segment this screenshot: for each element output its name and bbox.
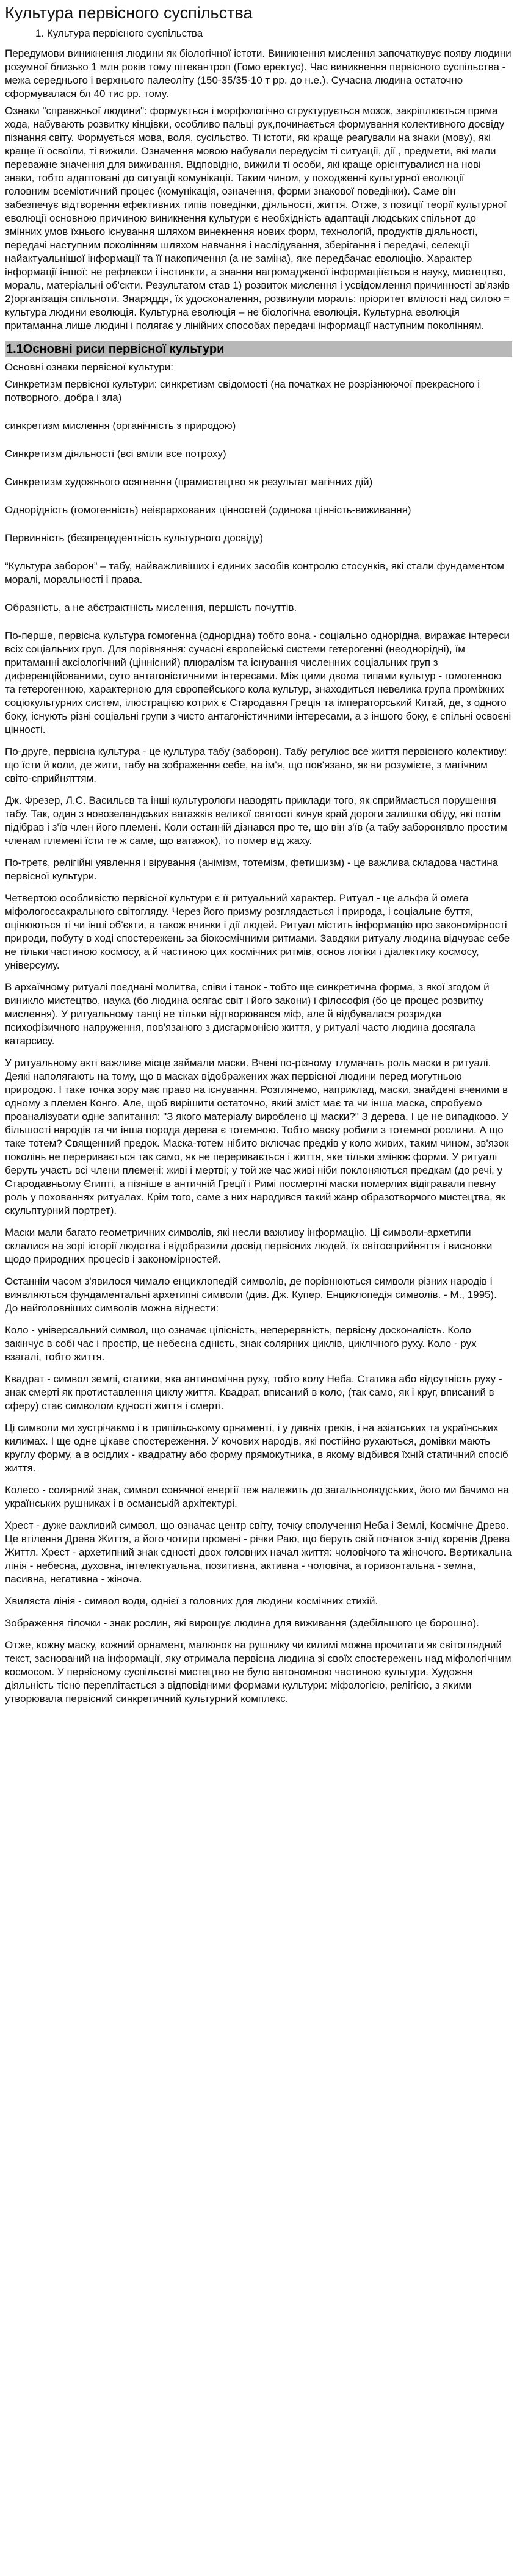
table-of-contents <box>5 26 512 41</box>
list-item: Первинність (безпрецедентність культурного досвіду) <box>5 532 264 544</box>
body-paragraph: По-третє, релігійні уявлення і вірування (анімізм, тотемізм, фетишизм) - це важлива складова частина первісної культури. <box>5 857 499 882</box>
body-section <box>5 629 512 1706</box>
list-item: Синкретизм діяльності (всі вміли все потроху) <box>5 448 226 460</box>
list-item: Образність, а не абстрактність мислення, першість почуттів. <box>5 602 297 613</box>
body-paragraph: По-друге, первісна культура - це культура табу (заборон). Табу регулює все життя первісного колективу: що їсти й коли, де жити, табу на зображення себе, на ім'я, що пов'язано, як ви розумієте, з магічним світо-сприйняттям. <box>5 746 507 784</box>
list-item: “Культура заборон” – табу, найважливіших і єдиних засобів контролю стосунків, які стали фундаментом моралі, моральності і права. <box>5 560 504 585</box>
document-title: Культура первісного суспільства <box>5 4 253 22</box>
document-page <box>0 4 517 1706</box>
section-subtitle: Основні ознаки первісної культури: <box>5 361 173 373</box>
body-paragraph: Ці символи ми зустрічаємо і в трипільському орнаменті, і у давніх греків, і на азіатських та українських килимах. І ще одне цікаве спостереження. У кочових народів, які постійно рухаються, домівки мають круглу форму, а в осідлих - квадратну або форму прямокутника, в якому відбився їхній статичний спосіб життя. <box>5 1422 508 1474</box>
body-paragraph: Дж. Фрезер, Л.С. Васильєв та інші культурологи наводять приклади того, як сприймається порушення табу. Так, один з новозеландських ватажків великої святості кинув край дороги залишки обіду, які потім підібрав і з'їв член його племені. Коли останній дізнався про те, що він з'їв (а табу заборонявло простим членам племені їсти те ж саме, що ватажок), то помер від жаху. <box>5 795 507 846</box>
body-paragraph: Квадрат - символ землі, статики, яка антиномічна руху, тобто колу Неба. Статика або відсутність руху - знак смерті як протиставлення циклу життя. Квадрат, вписаний в коло, (так само, як і круг, вписаний в сферу) стає символом єдності життя і смерті. <box>5 1373 502 1412</box>
list-item: Однорідність (гомогенність) неієрархованих цінностей (одинока цінність-виживання) <box>5 504 411 516</box>
intro-paragraph: Ознаки "справжньої людини": формується і морфологічно структурується мозок, закріплюється пряма хода, набувають розвитку кінцівки, особливо пальці рук,починається формування колективного досвіду пізнання світу. Формується мова, воля, сусільство. Ті істоти, які краще реагували на знаки (мову), які краще її освоїли, ті вижили. Означення мовою набували передусім ті ситуації, дії , предмети, які мали переважне значення для виживання. Відповідно, вижили ті особи, які краще орієнтувалися на нові знаки, тобто адаптовані до ситуації комунікації. Таким чином, у походженні культурної еволюції головним всеміотичний процес (комунікація, означення, форми знакової поведінки). Саме він забезпечує відтворення ефективних типів поведінки, діяльності, життя. Отже, з позиції теорії культурної еволюції основною причиною виникнення культури є необхідність адаптації людських спільнот до змінних умов їхнього існування шляхом винекнення нових форм, технологій, продуктів діяльності, передачі наступним поколінням шляхом навчання і наслідування, зберігання і передачі, селекції найактуальнішої інформації та її накопичення (а не заміна), яке передбачає еволюцію. Характер інформації іншої: не рефлекси і інстинкти, а знання нагромадженої інформаціїється в науку, мистецтво, мораль, матеріальні об'єкти. Результатом став 1) розвиток мислення і усвідомлення причинності зв'язків 2)організація спільноти. Знаряддя, їх удосконалення, розвинули мораль: пріоритет вмілості над силою = культура людини еволюція. Культурна еволюція – не біологічна еволюція. Культурна еволюція притаманна лише людині і полягає у лінійних способах передачі інформації наступним поколінням. <box>5 105 510 331</box>
list-item: синкретизм мислення (органічність з природою) <box>5 420 236 431</box>
body-paragraph: Хрест - дуже важливий символ, що означає центр світу, точку сполучення Неба і Землі, Космічне Древо. Це втілення Древа Життя, а його чотири промені - річки Раю, що беруть свій початок з-під коренів Древа Життя. Хрест - архетипний знак єдності двох головних начал життя: чоловічого та жіночого. Вертикальна лінія - небесна, духовна, інтелектуальна, позитивна, активна - чоловіча, а горизонтальна - земна, пасивна, негативна - жіноча. <box>5 1520 512 1585</box>
list-item: Синкретизм художнього осягнення (прамистецтво як результат магічних дій) <box>5 476 373 488</box>
intro-paragraph: Передумови виникнення людини як біологічної істоти. Виникнення мислення започаткувує появу людини розумної близько 1 млн років тому пітекантроп (Гомо еректус). Час виникнення первісного суспільства - межа середнього і верхнього палеоліту (150-35/35-10 т рр. до н.е.). Сучасна людина остаточно сформувалася бл 40 тис рр. тому. <box>5 48 512 99</box>
body-paragraph: По-перше, первісна культура гомогенна (однорідна) тобто вона - соціально однорідна, виражає інтереси всіх соціальних груп. Для порівняння: сучасні європейські системи гетерогенні (неоднорідні), їм притаманні аксіологічний (ціннісний) плюралізм та існування численних соціальних груп з диференційованими, суто антагоністичними інтересами. Між цими двома типами культур - гомогенною та гетерогенною, характерною для європейського кола культур, знаходиться невелика група проміжних соціокультурних систем, ілюстрацією котрих є Стародавня Греція та імператорський Китай, де, з одного боку, існують різні соціальні групи з чисто антагоністичними інтересами, а з іншого боку, є спільні освоєні цінності. <box>5 630 512 735</box>
toc-item[interactable]: 1. Культура первісного суспільства <box>35 27 203 39</box>
body-paragraph: Коло - універсальний символ, що означає цілісність, неперервність, первісну досконалість. Коло закінчує в собі час і простір, це небесна єдність, знак солярних циклів, циклічного руху. Коло - рух взагалі, тобто життя. <box>5 1324 477 1363</box>
body-paragraph: У ритуальному акті важливе місце займали маски. Вчені по-різному тлумачать роль маски в ритуалі. Деякі наполягають на тому, що в масках відображених жах первісної людини перед могутньою природою. І таке точка зору має право на існування. Розглянемо, наприклад, маски, знайдені вченими в одному з племен Конго. Але, щоб вирішити остаточно, який зміст має та чи інша маска, спробуємо проаналізувати одне запитання: "З якого матеріалу вироблено ці маски?" З дерева. І це не випадково. У більшості народів та чи інша порода дерева є тотемною. Тобто маску робили з тотемної рослини. А що таке тотем? Священний предок. Маска-тотем нібито включає предків у коло живих, таким чином, зв'язок поколінь не переривається так само, як не переривається і життя, яке тільки змінює форми. У ритуалі беруть участь всі члени племені: живі і мертві; у той же час живі ніби поклоняються предкам (до речі, у Стародавньому Єгипті, а пізніше в античній Греції і Римі посмертні маски померлих відігравали певну роль у похованнях ритуалах. Крім того, саме з них народився такий жанр образотворчого мистецтва, як скульптурний портрет). <box>5 1057 509 1216</box>
body-paragraph: Четвертою особливістю первісної культури є її ритуальний характер. Ритуал - це альфа й омега міфологоєсакрального світогляду. Через його призму розглядається і природа, і соціальне буття, оцінюються ті чи інші об'єкти, а також вчинки і дії людей. Ритуал містить інформацію про закономірності природи, побуту в ході спостережень за біокосмічними ритмами. Завдяки ритуалу людина відчуває себе не тільки частиною космосу, а й частиною цих космічних ритмів, основ логіки і діалектику космосу, універсуму. <box>5 892 510 971</box>
body-paragraph: Маски мали багато геометричних символів, які несли важливу інформацію. Ці символи-архетипи склалися на зорі історії людства і відобразили досвід первісних людей, їх світосприйняття і висновки щодо природних процесів і закономірностей. <box>5 1227 493 1265</box>
features-list <box>5 378 512 615</box>
body-paragraph: Колесо - солярний знак, символ сонячної енергії теж належить до загальнолюдських, його ми бачимо на українських рушниках і в османській архітектурі. <box>5 1484 509 1509</box>
body-paragraph: В архаїчному ритуалі поєднані молитва, співи і танок - тобто ще синкретична форма, з якої згодом й виникло мистецтво, наука (бо людина осягає світ і його закони) і філософія (бо це процес розвитку мислення). У ритуальному танці не тільки відтворювався міф, але й відбувалася розрядка психофізичного напруження, пов'язаного з дисгармонією життя, у ритуалі часто людина досягала катарсису. <box>5 981 490 1047</box>
body-paragraph: Хвиляста лінія - символ води, однієї з головних для людини космічних стихій. <box>5 1595 378 1607</box>
intro-section <box>5 47 512 333</box>
section-heading: 1.1Основні риси первісної культури <box>5 341 512 357</box>
list-item: Синкретизм первісної культури: синкретизм свідомості (на початках не розрізнюючої прекрасного і потворного, добра і зла) <box>5 378 480 403</box>
body-paragraph: Отже, кожну маску, кожний орнамент, малюнок на рушнику чи килимі можна прочитати як світоглядний текст, заснований на інформації, яку отримала первісна людина зі своїх спостережень над міфологічним космосом. У первісному суспільстві мистецтво не було автономною частиною культури. Художня діяльність тісно переплітається з відповідними формами культури: міфологією, релігією, з якими утворювала первісний синкретичний культурний комплекс. <box>5 1639 512 1705</box>
body-paragraph: Зображення гілочки - знак рослин, які вирощує людина для виживання (здебільшого це борошно). <box>5 1617 479 1629</box>
body-paragraph: Останнім часом з'явилося чимало енциклопедій символів, де порівнюються символи різних народів і виявляються фундаментальні архетипні символи (див. Дж. Купер. Енциклопедія символів. - М., 1995). До найголовніших символів можна віднести: <box>5 1275 497 1314</box>
